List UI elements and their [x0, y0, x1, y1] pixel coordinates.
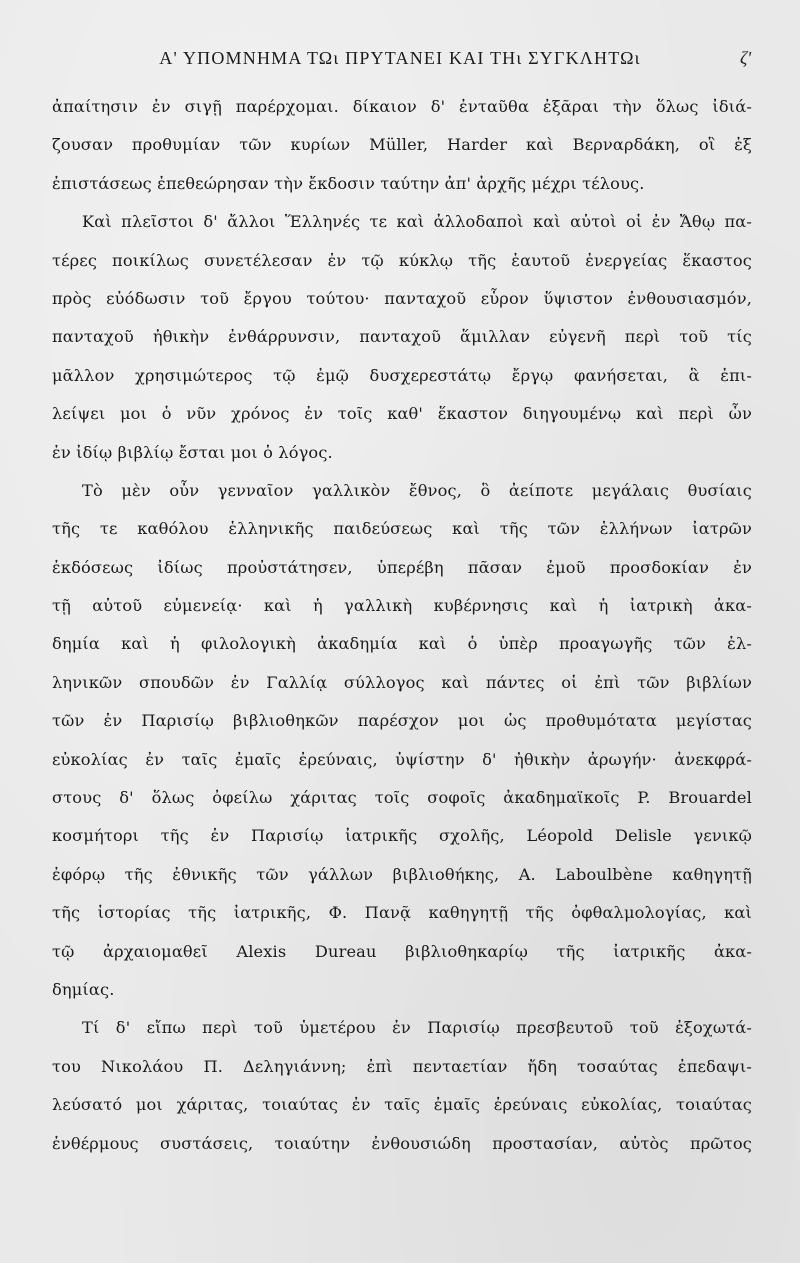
text-line: πανταχοῦ ἠθικὴν ἐνθάρρυνσιν, πανταχοῦ ἅμιλλαν εὐγενῆ περὶ τοῦ τίς [52, 327, 752, 347]
running-head: Α' ΥΠΟΜΝΗΜΑ ΤΩι ΠΡΥΤΑΝΕΙ ΚΑΙ ΤΗι ΣΥΓΚΛΗΤΩι [159, 48, 641, 68]
text-line: κοσμήτορι τῆς ἐν Παρισίῳ ἰατρικῆς σχολῆς, Léopold Delisle γενικῷ [52, 826, 752, 846]
text-line: τῶν ἐν Παρισίῳ βιβλιοθηκῶν παρέσχον μοι ὡς προθυμότατα μεγίστας [52, 711, 752, 731]
text-line: του Νικολάου Π. Δεληγιάννη; ἐπὶ πενταετίαν ἤδη τοσαύτας ἐπεδαψι- [52, 1056, 752, 1076]
text-line: τῇ αὐτοῦ εὐμενείᾳ· καὶ ἡ γαλλικὴ κυβέρνησις καὶ ἡ ἰατρικὴ ἀκα- [52, 596, 752, 616]
text-line: τῆς τε καθόλου ἑλληνικῆς παιδεύσεως καὶ τῆς τῶν ἑλλήνων ἰατρῶν [52, 519, 752, 539]
text-line: ζουσαν προθυμίαν τῶν κυρίων Müller, Harder καὶ Βερναρδάκη, οἳ ἐξ [52, 135, 752, 155]
text-line: ἐπιστάσεως ἐπεθεώρησαν τὴν ἔκδοσιν ταύτην ἀπ' ἀρχῆς μέχρι τέλους. [52, 173, 645, 193]
text-line: Τὸ μὲν οὖν γενναῖον γαλλικὸν ἔθνος, ὃ ἀείποτε μεγάλαις θυσίαις [82, 480, 752, 500]
page-number: ζ' [740, 48, 752, 68]
text-line: τέρες ποικίλως συνετέλεσαν ἐν τῷ κύκλῳ τῆς ἑαυτοῦ ἐνεργείας ἕκαστος [52, 250, 752, 270]
text-line: τῆς ἱστορίας τῆς ἰατρικῆς, Φ. Πανᾷ καθηγητῇ τῆς ὀφθαλμολογίας, καὶ [52, 903, 752, 923]
text-line: ἐκδόσεως ἰδίως προὐστάτησεν, ὑπερέβη πᾶσαν ἐμοῦ προσδοκίαν ἐν [52, 557, 752, 577]
text-line: λείψει μοι ὁ νῦν χρόνος ἐν τοῖς καθ' ἕκαστον διηγουμένῳ καὶ περὶ ὧν [52, 404, 752, 424]
text-line: Καὶ πλεῖστοι δ' ἄλλοι Ἕλληνές τε καὶ ἀλλοδαποὶ καὶ αὐτοὶ οἱ ἐν Ἄθῳ πα- [82, 212, 752, 232]
text-line: ἀπαίτησιν ἐν σιγῇ παρέρχομαι. δίκαιον δ' ἐνταῦθα ἐξᾶραι τὴν ὅλως ἰδιά- [52, 97, 752, 116]
text-line: Τί δ' εἴπω περὶ τοῦ ὑμετέρου ἐν Παρισίῳ πρεσβευτοῦ τοῦ ἐξοχωτά- [82, 1018, 752, 1038]
text-line: ἐφόρῳ τῆς ἐθνικῆς τῶν γάλλων βιβλιοθήκης, A. Laboulbène καθηγητῇ [52, 864, 752, 884]
text-line: λεύσατό μοι χάριτας, τοιαύτας ἐν ταῖς ἐμαῖς ἐρεύναις εὐκολίας, τοιαύτας [52, 1095, 752, 1115]
text-line: εὐκολίας ἐν ταῖς ἐμαῖς ἐρεύναις, ὑψίστην δ' ἠθικὴν ἀρωγήν· ἀνεκφρά- [52, 749, 752, 769]
text-line: ἐν ἰδίῳ βιβλίῳ ἔσται μοι ὁ λόγος. [52, 442, 333, 462]
text-line: τῷ ἀρχαιομαθεῖ Alexis Dureau βιβλιοθηκαρίῳ τῆς ἰατρικῆς ἀκα- [52, 941, 752, 961]
text-line: ληνικῶν σπουδῶν ἐν Γαλλίᾳ σύλλογος καὶ πάντες οἱ ἐπὶ τῶν βιβλίων [52, 672, 752, 692]
text-line: δημίας. [52, 979, 115, 999]
text-line: μᾶλλον χρησιμώτερος τῷ ἐμῷ δυσχερεστάτῳ ἔργῳ φανήσεται, ἃ ἐπι- [52, 365, 752, 385]
text-line: πρὸς εὐόδωσιν τοῦ ἔργου τούτου· πανταχοῦ εὗρον ὕψιστον ἐνθουσιασμόν, [52, 288, 752, 308]
text-line: στους δ' ὅλως ὀφείλω χάριτας τοῖς σοφοῖς ἀκαδημαϊκοῖς P. Brouardel [52, 788, 752, 808]
body-text [52, 88, 752, 1163]
text-line: ἐνθέρμους συστάσεις, τοιαύτην ἐνθουσιώδη προστασίαν, αὐτὸς πρῶτος [52, 1133, 752, 1153]
text-line: δημία καὶ ἡ φιλολογικὴ ἀκαδημία καὶ ὁ ὑπὲρ προαγωγῆς τῶν ἑλ- [52, 634, 752, 654]
